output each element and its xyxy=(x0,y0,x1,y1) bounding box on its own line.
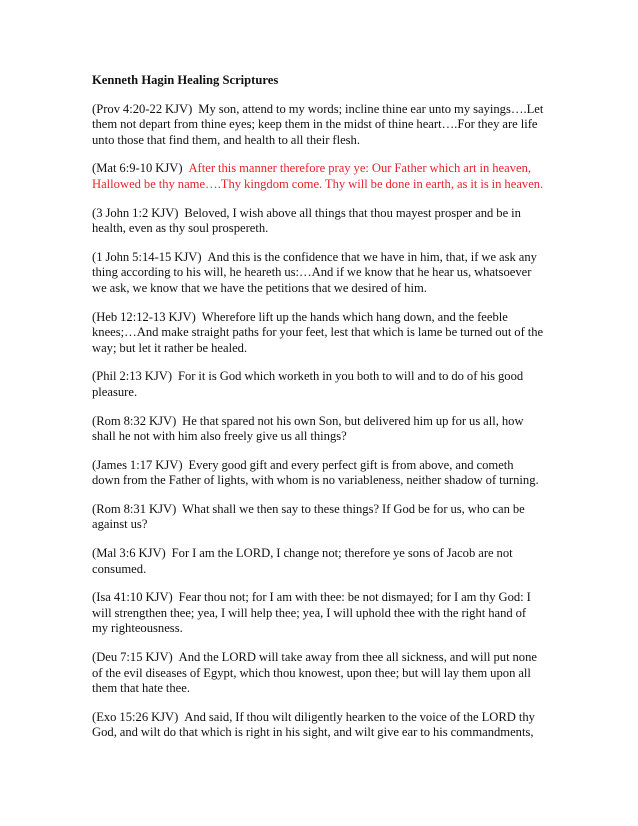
scripture-text: And the LORD will take away from thee all sickness, and will put none of the evil diseases of Egypt, which thou knowest, upon thee; but will lay them upon all them that hate thee. xyxy=(92,650,537,696)
scripture-reference: (James 1:17 KJV) xyxy=(92,457,183,472)
scripture-reference: (Rom 8:32 KJV) xyxy=(92,413,177,428)
scripture-reference: (Heb 12:12-13 KJV) xyxy=(92,309,196,324)
scripture-text: And this is the confidence that we have in him, that, if we ask any thing according to his will, he heareth us:…And if we know that he hear us, whatsoever we ask, we know that we have the petitions that we desired of him. xyxy=(92,249,537,295)
scripture-passage xyxy=(92,546,544,577)
scripture-reference: (Deu 7:15 KJV) xyxy=(92,650,173,665)
scripture-passage xyxy=(92,502,544,533)
scripture-reference: (3 John 1:2 KJV) xyxy=(92,205,179,220)
scripture-reference: (Mal 3:6 KJV) xyxy=(92,546,166,561)
scripture-passage xyxy=(92,161,544,192)
scripture-reference: (Exo 15:26 KJV) xyxy=(92,709,179,724)
scripture-text: What shall we then say to these things? If God be for us, who can be against us? xyxy=(92,501,525,532)
scripture-passage xyxy=(92,369,544,400)
scripture-text: Every good gift and every perfect gift is from above, and cometh down from the Father of lights, with whom is no variableness, neither shadow of turning. xyxy=(92,457,539,488)
scripture-text: After this manner therefore pray ye: Our Father which art in heaven, Hallowed be thy name….Thy kingdom come. Thy will be done in earth, as it is in heaven. xyxy=(92,161,544,191)
scripture-passage xyxy=(92,458,544,489)
scripture-passage xyxy=(92,250,544,297)
scripture-reference: (Isa 41:10 KJV) xyxy=(92,590,173,605)
scripture-text: He that spared not his own Son, but delivered him up for us all, how shall he not with him also freely give us all things? xyxy=(92,413,524,444)
scripture-text: Beloved, I wish above all things that thou mayest prosper and be in health, even as thy soul prospereth. xyxy=(92,205,521,236)
scripture-passage xyxy=(92,590,544,637)
scripture-passage xyxy=(92,414,544,445)
scripture-text: For I am the LORD, I change not; therefore ye sons of Jacob are not consumed. xyxy=(92,546,513,576)
scripture-reference: (Phil 2:13 KJV) xyxy=(92,369,173,384)
scripture-reference: (1 John 5:14-15 KJV) xyxy=(92,249,202,264)
scripture-text: Wherefore lift up the hands which hang down, and the feeble knees;…And make straight paths for your feet, lest that which is lame be turned out of the way; but let it rather be healed. xyxy=(92,309,544,355)
scripture-passage xyxy=(92,650,544,697)
scripture-reference: (Mat 6:9-10 KJV) xyxy=(92,161,183,176)
document-page xyxy=(92,73,544,754)
scripture-passage xyxy=(92,710,544,741)
document-title: Kenneth Hagin Healing Scriptures xyxy=(92,73,279,87)
scripture-text: For it is God which worketh in you both to will and to do of his good pleasure. xyxy=(92,369,524,399)
scripture-reference: (Prov 4:20-22 KJV) xyxy=(92,101,193,116)
scripture-passage xyxy=(92,102,544,149)
scripture-text: Fear thou not; for I am with thee: be not dismayed; for I am thy God: I will strengthen thee; yea, I will help thee; yea, I will uphold thee with the right hand of my righteousness. xyxy=(92,590,531,636)
scripture-reference: (Rom 8:31 KJV) xyxy=(92,501,177,516)
scripture-text: My son, attend to my words; incline thine ear unto my sayings….Let them not depart from thine eyes; keep them in the midst of thine heart….For they are life unto those that find them, and health to all their flesh. xyxy=(92,101,544,147)
scripture-text: And said, If thou wilt diligently hearken to the voice of the LORD thy God, and wilt do that which is right in his sight, and wilt give ear to his commandments, xyxy=(92,709,535,740)
scripture-passage xyxy=(92,206,544,237)
scripture-passage xyxy=(92,310,544,357)
